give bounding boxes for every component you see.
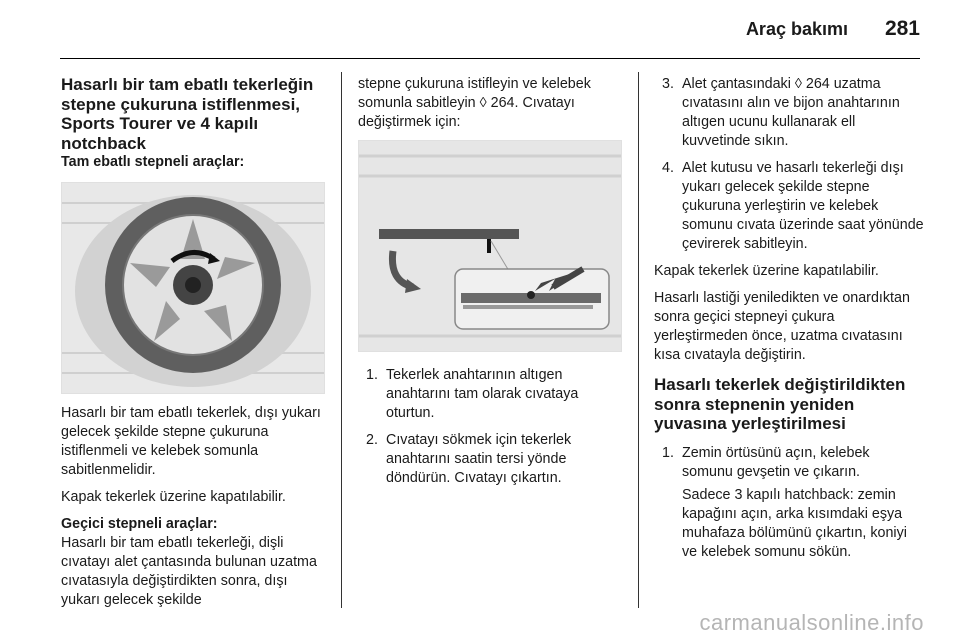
step-text: Tekerlek anahtarının altıgen anahtarını tam olarak cıvataya oturtun. (386, 367, 579, 421)
paragraph: Kapak tekerlek üzerine kapatılabilir. (654, 263, 879, 279)
page-header (0, 0, 960, 60)
paragraph: Hasarlı bir tam ebatlı tekerleği, dişli cıvatayı alet çantasında bulunan uzatma cıvatasıyla değiştirdikten sonra, dışı yukarı gelecek şekilde (61, 535, 317, 608)
step-subtext: Sadece 3 kapılı hatchback: zemin kapağını açın, arka kısımdaki eşya muhafaza bölümünü çıkartın, koniyi ve kelebek somunu sökün. (682, 486, 907, 560)
column-divider (341, 72, 342, 608)
section-title: Araç bakımı (745, 19, 848, 39)
section-heading: Hasarlı tekerlek değiştirildikten sonra stepnenin yeniden yuvasına yerleştirilmesi (654, 375, 906, 433)
step-number: 4. (662, 160, 674, 176)
step-number: 2. (366, 432, 378, 448)
paragraph: Kapak tekerlek üzerine kapatılabilir. (61, 489, 286, 505)
list-item (358, 431, 626, 488)
list-item (654, 444, 924, 562)
text-run: 264. Cıvatayı değiştirmek için: (358, 95, 575, 130)
step-text: Zemin örtüsünü açın, kelebek somunu gevşetin ve çıkarın. (682, 444, 870, 480)
paragraph: Hasarlı bir tam ebatlı tekerlek, dışı yukarı gelecek şekilde stepne çukuruna istiflenmeli ve kelebek somunla sabitlenmelidir. (61, 405, 321, 478)
step-text: 264 uzatma cıvatasını alın ve bijon anahtarının altıgen ucunu kullanarak ell kuvvetinde sıkın. (682, 76, 900, 149)
list-item (358, 366, 626, 423)
list-item (654, 159, 924, 254)
spare-wheel-image (62, 183, 324, 393)
list-item (654, 75, 924, 151)
step-number: 1. (662, 444, 674, 461)
column-1 (61, 75, 329, 618)
spare-wheel-illustration (61, 182, 325, 394)
subheading-temporary-spare: Geçici stepneli araçlar: (61, 516, 218, 532)
bolt-replacement-image (359, 141, 621, 351)
steps-list (358, 366, 626, 488)
paragraph: Hasarlı lastiği yeniledikten ve onardıktan sonra geçici stepneyi çukura yerleştirmeden önce, uzatma cıvatasını kısa cıvatayla değiştirin. (654, 290, 910, 363)
section-heading: Hasarlı bir tam ebatlı tekerleğin stepne çukuruna istiflenmesi, Sports Tourer ve 4 kapılı notchback (61, 75, 314, 153)
step-text: Alet çantasındaki (682, 76, 795, 92)
header-rule (60, 58, 920, 59)
page-ref-arrow: ◊ (794, 76, 802, 92)
subheading-full-size-spare: Tam ebatlı stepneli araçlar: (61, 154, 245, 170)
steps-list (654, 75, 924, 254)
step-text: Alet kutusu ve hasarlı tekerleği dışı yukarı gelecek şekilde stepne çukuruna yerleştirin ve kelebek somunu cıvata üzerinde saat yönünde çevirerek sabitleyin. (682, 160, 924, 252)
column-3 (654, 75, 924, 570)
text-run: stepne çukuruna istifleyin ve kelebek somunla sabitleyin (358, 76, 591, 111)
page-ref-arrow: ◊ (479, 95, 487, 111)
watermark: carmanualsonline.info (699, 610, 924, 635)
paragraph (358, 75, 626, 132)
step-number: 1. (366, 367, 378, 383)
step-number: 3. (662, 76, 674, 92)
page-number: 281 (884, 17, 920, 40)
bolt-replacement-illustration (358, 140, 622, 352)
column-2 (358, 75, 626, 496)
steps-list (654, 444, 924, 562)
column-divider (638, 72, 639, 608)
step-text: Cıvatayı sökmek için tekerlek anahtarını saatin tersi yönde döndürün. Cıvatayı çıkartın. (386, 432, 572, 486)
